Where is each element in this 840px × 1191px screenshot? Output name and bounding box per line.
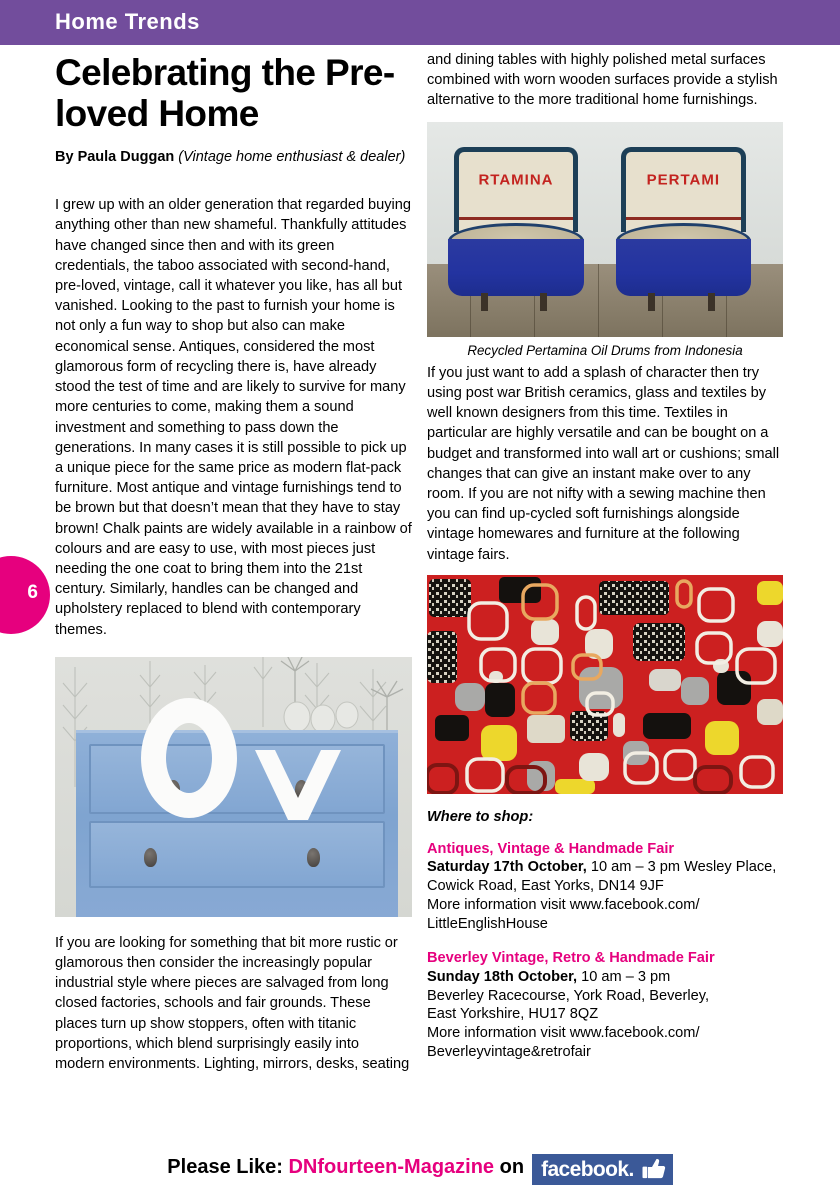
- footer-call-to-action: [167, 1151, 672, 1182]
- event-date: Saturday 17th October,: [427, 859, 587, 876]
- right-column: [427, 50, 783, 1062]
- footer-connector: on: [499, 1155, 525, 1178]
- drawer-knob: [307, 848, 320, 867]
- event-listing-beverley-fair: [427, 949, 783, 1062]
- event-title: Antiques, Vintage & Handmade Fair: [427, 840, 675, 857]
- facebook-wordmark: facebook.: [541, 1157, 634, 1181]
- event-address: Beverley Racecourse, York Road, Beverley,: [427, 987, 710, 1004]
- drum-barrel-left: [448, 239, 583, 296]
- drum-leg: [648, 293, 655, 311]
- letter-v-shape: [255, 750, 341, 820]
- event-handle[interactable]: LittleEnglishHouse: [427, 916, 548, 933]
- drum-backrest-left: [454, 147, 578, 232]
- drum-red-stripe: [459, 217, 573, 220]
- event-info[interactable]: More information visit www.facebook.com/: [427, 1025, 700, 1042]
- drum-backrest-right: [621, 147, 745, 232]
- drum-leg: [708, 293, 715, 311]
- oil-drum-chair-left: [448, 147, 583, 310]
- photo-caption-oil-drums: Recycled Pertamina Oil Drums from Indonesia: [467, 342, 743, 358]
- event-date: Sunday 18th October,: [427, 968, 578, 985]
- event-title: Beverley Vintage, Retro & Handmade Fair: [427, 949, 715, 966]
- event-info[interactable]: More information visit www.facebook.com/: [427, 897, 700, 914]
- event-address: Cowick Road, East Yorks, DN14 9JF: [427, 878, 664, 895]
- event-date-time: [427, 968, 783, 987]
- drum-leg: [540, 293, 547, 311]
- article-headline: Celebrating the Pre-loved Home: [55, 52, 395, 135]
- body-paragraph-left-2: If you are looking for something that bit more rustic or glamorous then consider the increasingly popular industrial style where pieces are salvaged from long closed factories, schools and fair grounds. These places turn up show stoppers, often with titanic proportions, which blend surprisingly easily into modern environments. Lighting, mirrors, desks, seating: [55, 934, 410, 1072]
- event-time: 10 am – 3 pm Wesley Place,: [586, 859, 777, 876]
- event-handle[interactable]: Beverleyvintage&retrofair: [427, 1044, 591, 1061]
- drum-brand-text-left: RTAMINA: [478, 171, 554, 189]
- photo-oil-drum-chairs: [427, 122, 783, 337]
- page-footer: [0, 1148, 840, 1184]
- section-title: Home Trends: [55, 9, 200, 34]
- event-date-time: [427, 858, 783, 877]
- decor-letter-v: [255, 750, 341, 820]
- page-number-badge: [0, 556, 50, 634]
- event-listing-antiques-fair: [427, 840, 783, 934]
- fabric-pattern: [427, 575, 783, 794]
- thumbs-up-icon: [641, 1156, 667, 1182]
- event-time: 10 am – 3 pm: [577, 968, 671, 985]
- body-paragraph-left-1: I grew up with an older generation that regarded buying anything other than new shameful. Thankfully attitudes have changed since then and with its green credentials, the taboo associated with second-hand, pre-loved, vintage, call it whatever you like, has all but vanished. Looking to the past to furnish your home is not only a fun way to shop but also can make economical sense. Antiques, considered the most glamorous form of recycling there is, have already stood the test of time and are likely to survive for many more centuries to come, making them a sound investment and something to pass down the generations. In many cases it is still possible to pick up a unique piece for the same price as modern flat-pack furniture. Most antique and vintage furnishings tend to be brown but that doesn’t mean that they have to stay brown! Chalk paints are widely available in a rainbow of colours and are easy to use, with most pieces just needing the one coat to bring them into the 21st century. Similarly, handles can be changed and upholstery replaced to blend with contemporary themes.: [55, 197, 412, 638]
- oil-drum-chair-right: [616, 147, 751, 310]
- footer-magazine-name: DNfourteen-Magazine: [288, 1155, 495, 1178]
- byline-role: (Vintage home enthusiast & dealer): [178, 148, 406, 165]
- drum-leg: [481, 293, 488, 311]
- body-paragraph-right-1: and dining tables with highly polished metal surfaces combined with worn wooden surfaces provide a stylish alternative to the more traditional home furnishings.: [427, 52, 778, 109]
- section-header-bar: [0, 0, 840, 45]
- photo-blue-dresser: [55, 657, 412, 917]
- event-address-2: East Yorkshire, HU17 8QZ: [427, 1006, 599, 1023]
- left-column: [55, 46, 412, 1074]
- body-paragraph-right-2: If you just want to add a splash of character then try using post war British ceramics, glass and textiles by well known designers from this time. Textiles in particular are highly versatile and can be bought on a budget and transformed into wall art or cushions; small changes that can give an instant make over to any room. If you are not nifty with a sewing machine then you can find up-cycled soft furnishings alongside vintage homewares and furniture at the following vintage fairs.: [427, 364, 780, 563]
- drum-barrel-right: [616, 239, 751, 296]
- photo-retro-fabric: [427, 575, 783, 794]
- page-number-text: 6: [27, 582, 38, 603]
- facebook-badge[interactable]: [532, 1154, 673, 1185]
- dresser-body: [76, 730, 397, 917]
- article-byline: [55, 149, 412, 166]
- footer-prefix: Please Like:: [167, 1155, 283, 1178]
- drawer-knob: [144, 848, 157, 867]
- decor-letter-o: [141, 698, 237, 818]
- byline-author: By Paula Duggan: [55, 148, 175, 165]
- drum-brand-text-right: PERTAMI: [646, 171, 720, 189]
- where-to-shop-heading: Where to shop:: [427, 808, 534, 825]
- dresser-drawer-bottom: [89, 821, 385, 888]
- drum-red-stripe: [626, 217, 740, 220]
